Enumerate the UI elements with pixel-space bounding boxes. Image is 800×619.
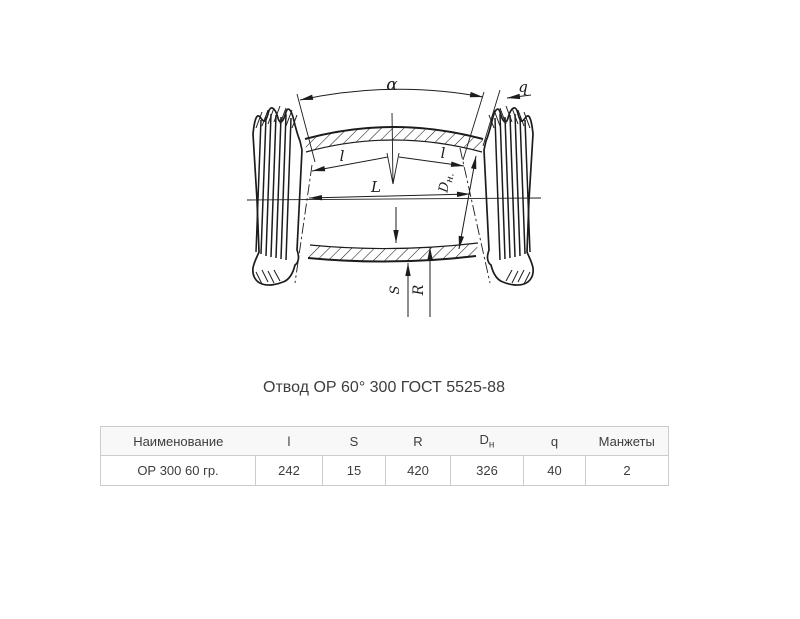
specs-table-body: [101, 456, 669, 486]
header-subscript: н: [488, 439, 495, 451]
table-header-cell: R: [386, 427, 451, 456]
dim-label-S: S: [388, 285, 403, 295]
technical-drawing: [235, 55, 565, 317]
dim-label-Dn: [436, 171, 456, 195]
dim-label-l-right: l: [440, 144, 446, 162]
table-cell: 40: [524, 456, 586, 486]
dim-label-Dn-sub: н.: [444, 172, 457, 184]
table-cell: 2: [586, 456, 669, 486]
table-header-cell: $D_н$: [451, 427, 524, 456]
dim-label-Dn-main: D: [436, 180, 453, 194]
table-cell: 326: [451, 456, 524, 486]
table-header-cell: Наименование: [101, 427, 256, 456]
dim-label-l-left: l: [339, 147, 345, 165]
socket-left: [253, 106, 302, 285]
table-header-cell: l: [256, 427, 323, 456]
dim-label-q: q: [518, 78, 528, 96]
table-header-cell: Манжеты: [586, 427, 669, 456]
table-cell: 420: [386, 456, 451, 486]
dim-label-L: L: [371, 178, 381, 196]
table-header-cell: S: [323, 427, 386, 456]
socket-right: [484, 106, 533, 285]
table-header-row: [101, 427, 669, 456]
table-cell: 15: [323, 456, 386, 486]
product-title: Отвод ОР 60° 300 ГОСТ 5525-88: [263, 379, 505, 396]
specs-table-head: [101, 427, 669, 456]
table-cell: ОР 300 60 гр.: [101, 456, 256, 486]
specs-table: [100, 426, 669, 486]
table-row: [101, 456, 669, 486]
dim-label-alpha: α: [386, 75, 398, 95]
dim-label-R: R: [411, 284, 427, 296]
table-cell: 242: [256, 456, 323, 486]
table-header-cell: q: [524, 427, 586, 456]
